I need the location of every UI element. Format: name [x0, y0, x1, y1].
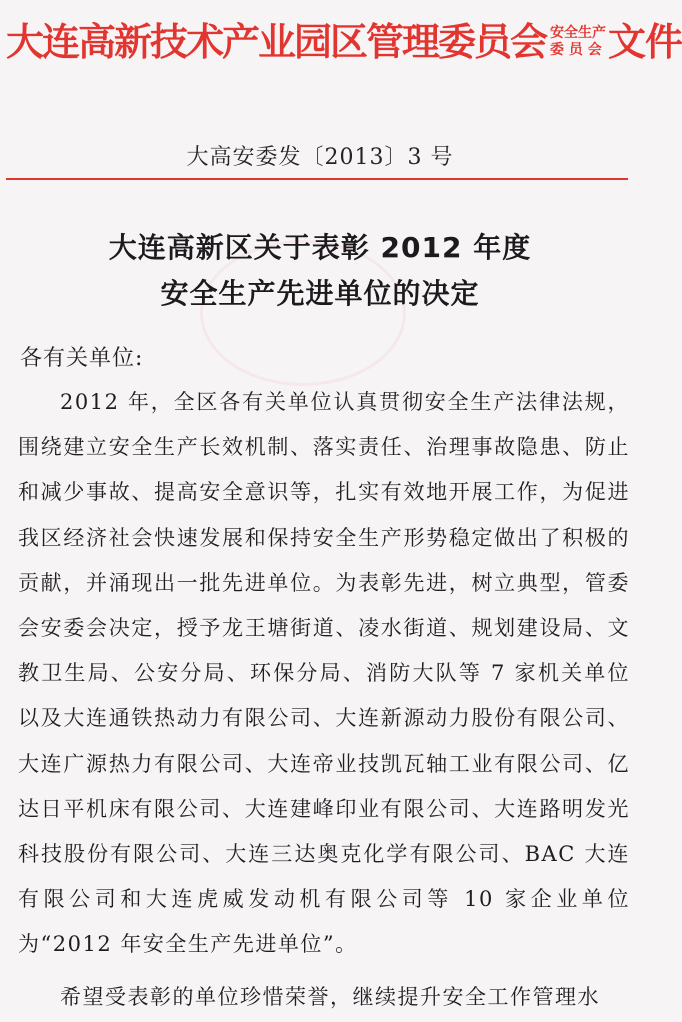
document-number: 大高安委发〔2013〕3 号 [186, 145, 454, 170]
document-title-line-1: 大连高新区关于表彰 2012 年度 [108, 231, 532, 264]
committee-line-2: 委 员 会 [550, 42, 602, 58]
document-title-line-2: 安全生产先进单位的决定 [160, 277, 480, 310]
document-header [6, 12, 682, 72]
body-paragraph-2: 希望受表彰的单位珍惜荣誉，继续提升安全工作管理水 [60, 985, 600, 1009]
committee-name [550, 25, 606, 59]
body-paragraph-1: 2012 年，全区各有关单位认真贯彻安全生产法律法规，围绕建立安全生产长效机制、落实责任、治理事故隐患、防止和减少事故、提高安全意识等，扎实有效地开展工作，为促进我区经济社会快速发展和保持安全生产形势稳定做出了积极的贡献，并涌现出一批先进单位。为表彰先进，树立典型，管委会安委会决定，授予龙王塘街道、凌水街道、规划建设局、文教卫生局、公安分局、环保分局、消防大队等 7 家机关单位以及大连通铁热动力有限公司、大连新源动力股份有限公司、大连广源热力有限公司、大连帝业技凯瓦轴工业有限公司、亿达日平机床有限公司、大连建峰印业有限公司、大连路明发光科技股份有限公司、大连三达奥克化学有限公司、BAC 大连有限公司和大连虎威发动机有限公司等 10 家企业单位为“2012 年安全生产先进单位”。 [18, 390, 630, 957]
salutation: 各有关单位: [20, 346, 144, 371]
document-type: 文件 [608, 20, 682, 64]
organization-name: 大连高新技术产业园区管理委员会 [6, 20, 547, 64]
header-divider [6, 178, 628, 180]
committee-line-1: 安全生产 [550, 25, 607, 41]
